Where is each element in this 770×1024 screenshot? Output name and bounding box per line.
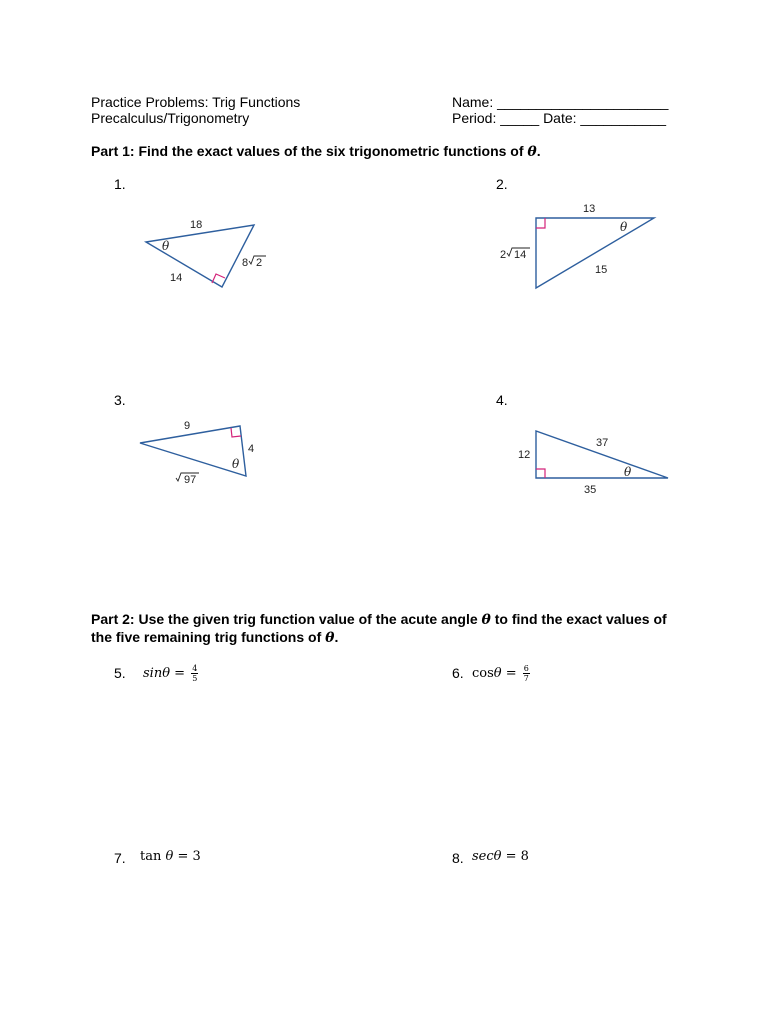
triangle-2-hyp-label: 15 <box>595 264 608 276</box>
theta-symbol: θ <box>162 666 171 681</box>
triangle-2-shape <box>536 218 654 288</box>
triangle-3-theta: θ <box>232 457 240 471</box>
triangle-3-shape <box>140 426 246 476</box>
denominator: 7 <box>523 674 529 683</box>
triangle-4 <box>518 431 668 496</box>
problem-number-6: 6. <box>452 665 464 681</box>
triangle-2-top-label: 13 <box>583 203 596 215</box>
worksheet-title: Practice Problems: Trig Functions <box>91 94 301 110</box>
equals-sign: = <box>501 666 521 681</box>
theta-symbol: θ <box>165 849 174 864</box>
triangle-3-right-label: 4 <box>248 443 255 455</box>
value: 8 <box>520 849 529 864</box>
problem-number-7: 7. <box>114 850 126 866</box>
course-name: Precalculus/Trigonometry <box>91 110 250 126</box>
triangle-4-theta: θ <box>624 465 632 479</box>
part2-text-3: the five remaining trig functions of <box>91 629 326 645</box>
triangle-3 <box>140 420 254 486</box>
triangle-4-hyp-label: 37 <box>596 437 609 449</box>
part2-instruction-line2 <box>91 629 338 646</box>
theta-symbol: θ <box>527 144 537 160</box>
triangle-2-left-rad: 14 <box>514 249 527 261</box>
triangle-1-theta: θ <box>162 239 170 253</box>
triangle-2-theta: θ <box>620 220 628 234</box>
equals-sign: = <box>173 849 193 864</box>
theta-symbol: θ <box>325 630 335 646</box>
period-date-field[interactable]: Period: _____ Date: ___________ <box>452 110 667 126</box>
theta-symbol: θ <box>493 849 502 864</box>
theta-symbol: θ <box>481 612 491 628</box>
problem-number-3: 3. <box>114 392 126 408</box>
triangle-1-hyp-label: 18 <box>190 219 203 231</box>
triangle-3-hyp-rad: 97 <box>184 474 197 486</box>
period-mark: . <box>536 143 541 159</box>
triangle-3-top-label: 9 <box>184 420 191 432</box>
triangle-1 <box>146 219 266 287</box>
triangle-4-bottom-label: 35 <box>584 484 597 496</box>
func-name: cos <box>472 666 494 681</box>
right-angle-mark-3 <box>231 428 241 437</box>
triangle-1-adj-label: 14 <box>170 272 183 284</box>
problem-number-4: 4. <box>496 392 508 408</box>
func-name: sin <box>143 666 163 681</box>
problem-8-expression <box>472 849 529 864</box>
triangle-1-opp-coef: 8 <box>242 257 249 269</box>
value: 3 <box>192 849 201 864</box>
period-mark: . <box>334 629 339 645</box>
fraction <box>523 664 530 683</box>
numerator: 6 <box>523 664 529 673</box>
name-field[interactable]: Name: ______________________ <box>452 94 669 110</box>
denominator: 5 <box>192 674 198 683</box>
problem-number-2: 2. <box>496 176 508 192</box>
func-name: tan <box>140 849 162 864</box>
theta-symbol: θ <box>493 666 502 681</box>
equals-sign: = <box>501 849 521 864</box>
part1-text: Part 1: Find the exact values of the six trigonometric functions of <box>91 143 528 159</box>
equals-sign: = <box>170 666 190 681</box>
triangle-2 <box>500 203 654 288</box>
problem-6-expression <box>472 664 530 683</box>
triangle-1-opp-rad: 2 <box>256 257 263 269</box>
right-angle-mark-2 <box>536 218 545 228</box>
fraction <box>191 664 198 683</box>
part2-text-2: to find the exact values of <box>490 611 667 627</box>
triangle-1-shape <box>146 225 254 287</box>
problem-number-5: 5. <box>114 665 126 681</box>
func-name: sec <box>472 849 494 864</box>
numerator: 4 <box>192 664 198 673</box>
triangle-2-left-coef: 2 <box>500 249 507 261</box>
part2-text-1: Part 2: Use the given trig function value of the acute angle <box>91 611 482 627</box>
problem-number-1: 1. <box>114 176 126 192</box>
right-angle-mark-4 <box>536 469 545 478</box>
problem-number-8: 8. <box>452 850 464 866</box>
triangle-4-left-label: 12 <box>518 449 531 461</box>
part2-instruction-line1 <box>91 611 667 628</box>
problem-7-expression <box>140 849 201 864</box>
problem-5-expression <box>143 664 198 683</box>
